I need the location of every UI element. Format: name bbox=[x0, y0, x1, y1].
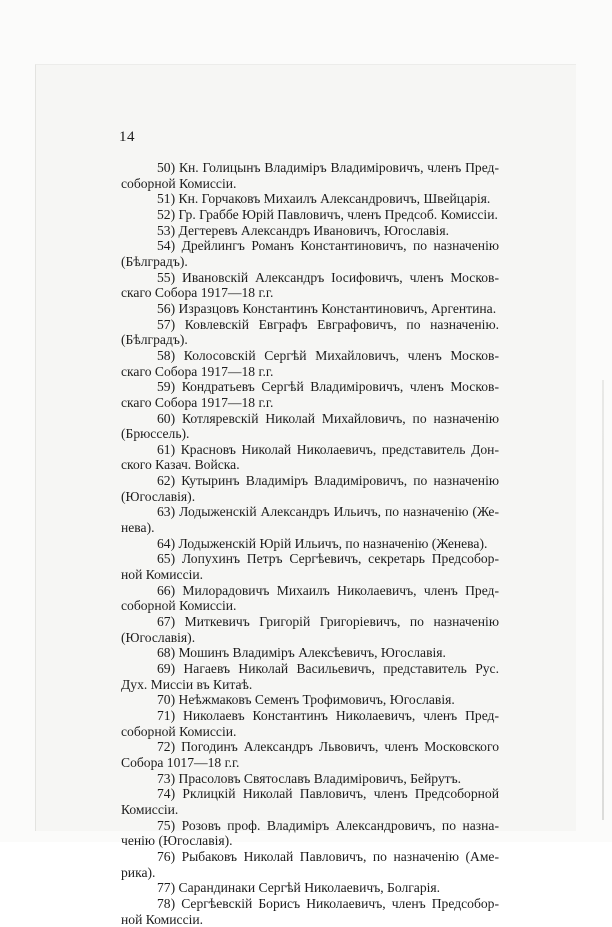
entry-first-line: 56) Изразцовъ Константинъ Константиновичъ, Аргентина. bbox=[121, 301, 499, 317]
entry-first-line: 55) Ивановскій Александръ Іосифовичъ, членъ Москов- bbox=[121, 270, 499, 286]
list-entry bbox=[121, 739, 499, 770]
list-entry bbox=[121, 880, 499, 896]
list-entry bbox=[121, 207, 499, 223]
entry-first-line: 57) Ковлевскій Евграфъ Евграфовичъ, по назначенію. bbox=[121, 317, 499, 333]
list-entry bbox=[121, 442, 499, 473]
entry-continuation-line: Дух. Миссіи въ Китаѣ. bbox=[121, 677, 499, 693]
entry-first-line: 66) Милорадовичъ Михаилъ Николаевичъ, членъ Пред- bbox=[121, 583, 499, 599]
entry-continuation-line: скаго Собора 1917—18 г.г. bbox=[121, 364, 499, 380]
entry-continuation-line: ной Комиссіи. bbox=[121, 912, 499, 927]
entry-first-line: 50) Кн. Голицынъ Владиміръ Владиміровичъ, членъ Пред- bbox=[121, 160, 499, 176]
entry-first-line: 73) Прасоловъ Святославъ Владиміровичъ, Бейрутъ. bbox=[121, 771, 499, 787]
list-entry bbox=[121, 692, 499, 708]
list-entry bbox=[121, 270, 499, 301]
list-entry bbox=[121, 661, 499, 692]
entry-continuation-line: соборной Комиссіи. bbox=[121, 724, 499, 740]
entry-first-line: 68) Мошинъ Владиміръ Алексѣевичъ, Югославія. bbox=[121, 645, 499, 661]
list-entry bbox=[121, 645, 499, 661]
entry-first-line: 51) Кн. Горчаковъ Михаилъ Александровичъ, Швейцарія. bbox=[121, 191, 499, 207]
entry-first-line: 71) Николаевъ Константинъ Николаевичъ, членъ Пред- bbox=[121, 708, 499, 724]
entry-first-line: 59) Кондратьевъ Сергѣй Владиміровичъ, членъ Москов- bbox=[121, 379, 499, 395]
entry-continuation-line: (Брюссель). bbox=[121, 426, 499, 442]
entry-first-line: 53) Дегтеревъ Александръ Ивановичъ, Югославія. bbox=[121, 223, 499, 239]
entry-first-line: 78) Сергѣевскій Борисъ Николаевичъ, членъ Предсобор- bbox=[121, 896, 499, 912]
list-entry bbox=[121, 583, 499, 614]
list-entry bbox=[121, 849, 499, 880]
entry-first-line: 74) Рклицкій Николай Павловичъ, членъ Предсоборной bbox=[121, 786, 499, 802]
list-entry bbox=[121, 160, 499, 191]
entry-first-line: 58) Колосовскій Сергѣй Михайловичъ, членъ Москов- bbox=[121, 348, 499, 364]
list-entry bbox=[121, 473, 499, 504]
entry-continuation-line: (Югославія). bbox=[121, 630, 499, 646]
list-entry bbox=[121, 379, 499, 410]
entry-continuation-line: нева). bbox=[121, 520, 499, 536]
entry-continuation-line: скаго Собора 1917—18 г.г. bbox=[121, 395, 499, 411]
list-entry bbox=[121, 551, 499, 582]
entry-first-line: 61) Красновъ Николай Николаевичъ, представитель Дон- bbox=[121, 442, 499, 458]
entry-first-line: 65) Лопухинъ Петръ Сергѣевичъ, секретарь Предсобор- bbox=[121, 551, 499, 567]
list-entry bbox=[121, 317, 499, 348]
list-entry bbox=[121, 786, 499, 817]
list-entry bbox=[121, 411, 499, 442]
entry-first-line: 60) Котляревскій Николай Михайловичъ, по назначенію bbox=[121, 411, 499, 427]
list-entry bbox=[121, 348, 499, 379]
entry-continuation-line: ной Комиссіи. bbox=[121, 567, 499, 583]
entry-continuation-line: соборной Комиссіи. bbox=[121, 598, 499, 614]
entry-first-line: 69) Нагаевъ Николай Васильевичъ, представитель Рус. bbox=[121, 661, 499, 677]
entry-continuation-line: (Бѣлградъ). bbox=[121, 254, 499, 270]
entry-list bbox=[121, 160, 499, 927]
list-entry bbox=[121, 614, 499, 645]
list-entry bbox=[121, 708, 499, 739]
list-entry bbox=[121, 771, 499, 787]
entry-first-line: 67) Миткевичъ Григорій Григоріевичъ, по назначенію bbox=[121, 614, 499, 630]
list-entry bbox=[121, 896, 499, 927]
list-entry bbox=[121, 504, 499, 535]
entry-first-line: 75) Розовъ проф. Владиміръ Александровичъ, по назна- bbox=[121, 818, 499, 834]
entry-continuation-line: Собора 1017—18 г.г. bbox=[121, 755, 499, 771]
entry-first-line: 62) Кутыринъ Владиміръ Владиміровичъ, по назначенію bbox=[121, 473, 499, 489]
entry-continuation-line: (Бѣлградъ). bbox=[121, 332, 499, 348]
list-entry bbox=[121, 301, 499, 317]
entry-continuation-line: ченію (Югославія). bbox=[121, 833, 499, 849]
page-number: 14 bbox=[119, 129, 135, 146]
list-entry bbox=[121, 223, 499, 239]
entry-first-line: 77) Сарандинаки Сергѣй Николаевичъ, Болгарія. bbox=[121, 880, 499, 896]
entry-first-line: 76) Рыбаковъ Николай Павловичъ, по назначенію (Аме- bbox=[121, 849, 499, 865]
entry-first-line: 64) Лодыженскій Юрій Ильичъ, по назначенію (Женева). bbox=[121, 536, 499, 552]
entry-first-line: 54) Дрейлингъ Романъ Константиновичъ, по назначенію bbox=[121, 238, 499, 254]
entry-continuation-line: рика). bbox=[121, 865, 499, 881]
list-entry bbox=[121, 536, 499, 552]
list-entry bbox=[121, 191, 499, 207]
entry-continuation-line: ского Казач. Войска. bbox=[121, 457, 499, 473]
list-entry bbox=[121, 818, 499, 849]
entry-continuation-line: скаго Собора 1917—18 г.г. bbox=[121, 285, 499, 301]
entry-first-line: 52) Гр. Граббе Юрій Павловичъ, членъ Предсоб. Комиссіи. bbox=[121, 207, 499, 223]
page-edge-shadow bbox=[602, 380, 604, 820]
entry-continuation-line: соборной Комиссіи. bbox=[121, 176, 499, 192]
entry-first-line: 70) Неѣжмаковъ Семенъ Трофимовичъ, Югославія. bbox=[121, 692, 499, 708]
entry-first-line: 63) Лодыженскій Александръ Ильичъ, по назначенію (Же- bbox=[121, 504, 499, 520]
entry-continuation-line: Комиссіи. bbox=[121, 802, 499, 818]
entry-first-line: 72) Погодинъ Александръ Львовичъ, членъ Московского bbox=[121, 739, 499, 755]
list-entry bbox=[121, 238, 499, 269]
entry-continuation-line: (Югославія). bbox=[121, 489, 499, 505]
